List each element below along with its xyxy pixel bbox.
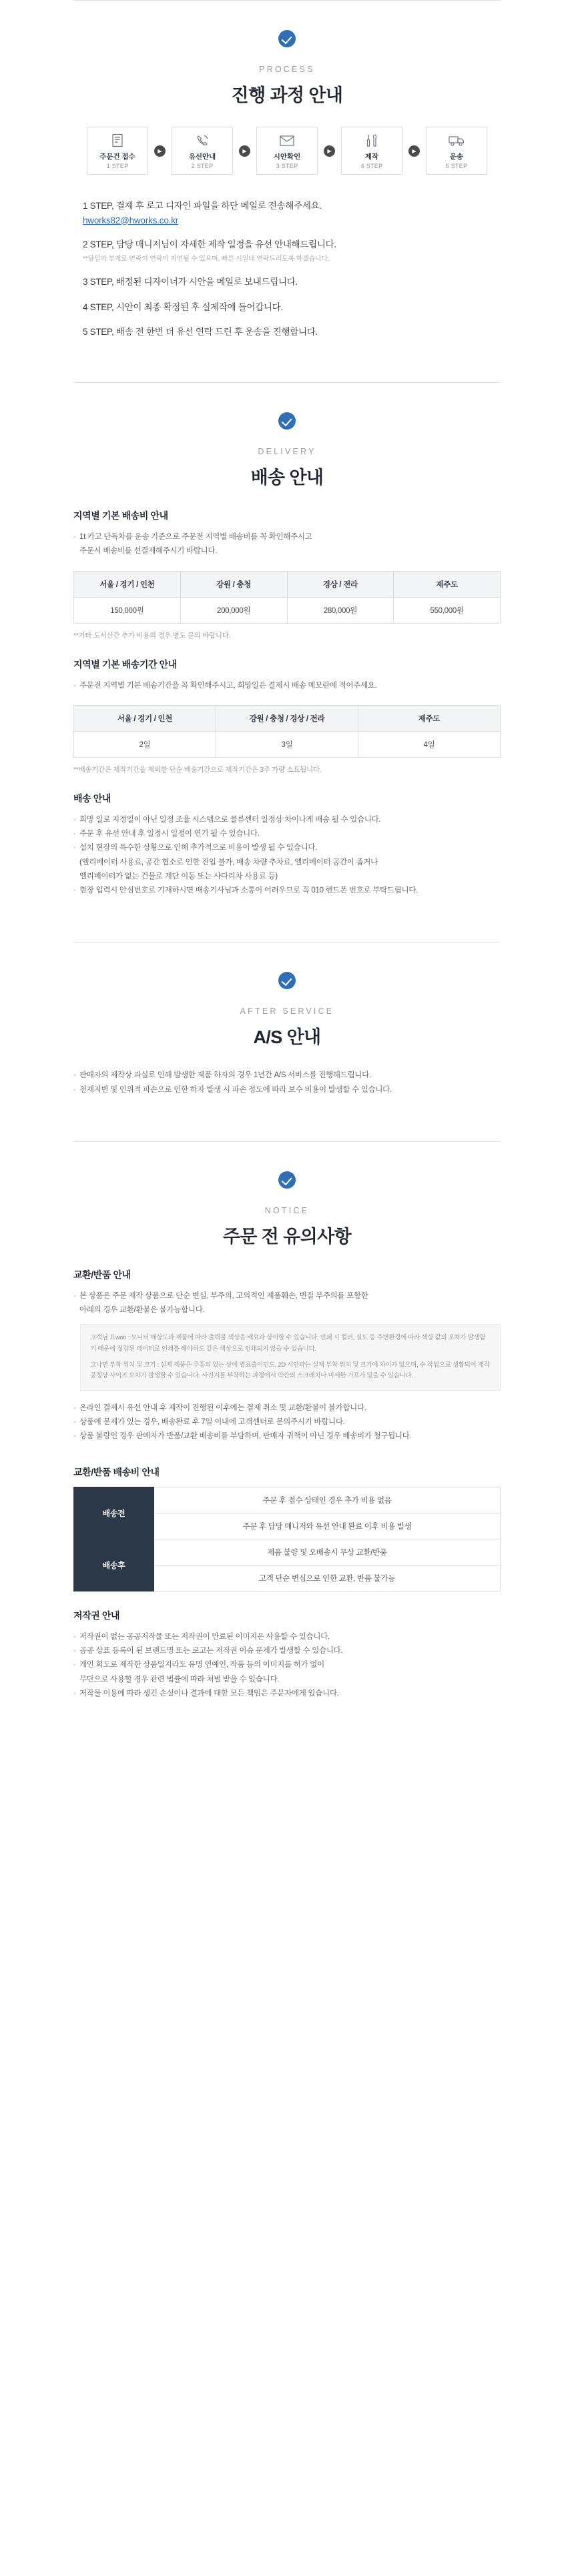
check-circle-icon	[278, 30, 296, 47]
table-row	[74, 1539, 501, 1565]
step-card-1	[87, 127, 148, 175]
period-value-3: 4일	[358, 731, 501, 757]
table-row	[74, 597, 501, 623]
step-arrow-3: ▶	[324, 145, 335, 157]
check-circle-icon-as	[278, 972, 296, 989]
period-header-2: 강원 / 충청 / 경상 / 전라	[216, 705, 358, 731]
fee-header-3: 경상 / 전라	[287, 571, 394, 597]
step-arrow-1: ▶	[154, 145, 166, 157]
step-num-5: 5 STEP	[445, 163, 468, 170]
period-value-1: 2일	[74, 731, 216, 757]
check-circle-icon-notice	[278, 1171, 296, 1189]
delivery-period-bullets	[73, 679, 501, 693]
process-item-1-text: 1 STEP, 결제 후 로고 디자인 파일을 하단 메일로 전송해주세요.	[83, 201, 322, 211]
exchange-cell-2-1: 제품 불량 및 오배송시 무상 교환/반품	[154, 1539, 501, 1565]
process-item-3-text: 3 STEP, 배정된 디자이너가 시안을 메일로 보내드립니다.	[83, 277, 298, 287]
copyright-bullet-1: · 저작권이 없는 공공저작물 또는 저작권이 만료된 이미지은 사용할 수 있습니다.	[73, 1630, 501, 1644]
fee-header-2: 강원 / 충청	[180, 571, 287, 597]
delivery-title: 배송 안내	[250, 467, 324, 488]
delivery-fee-note: **기타 도서산간 추가 비용의 경우 별도 문의 바랍니다.	[73, 631, 231, 640]
as-bullet-1: · 판매자의 제작상 과실로 인해 발생한 제품 하자의 경우 1년간 A/S 서비스를 진행해드립니다.	[73, 1069, 501, 1083]
notice-post-bullet-2: · 상품에 문제가 있는 경우, 배송완료 후 7일 이내에 고객센터로 문의주시기 바랍니다.	[73, 1415, 501, 1429]
as-title: A/S 안내	[253, 1027, 321, 1048]
delivery-eyebrow: DELIVERY	[258, 446, 316, 456]
delivery-guide-bullet-1: · 희망 일로 지정일이 아닌 일정 조율 시스템으로 물류센터 일정상 차이나게 배송 될 수 있습니다.	[73, 813, 501, 827]
table-row-header	[74, 571, 501, 597]
delivery-guide-bullets	[73, 813, 501, 898]
section-process	[0, 1, 574, 340]
delivery-fee-bullet-1: · 1t 카고 단독차를 운송 기준으로 주문전 지역별 배송비를 꼭 확인해주시고	[73, 530, 501, 544]
delivery-period-subtitle: 지역별 기본 배송기간 안내	[73, 658, 177, 670]
copyright-subtitle: 저작권 안내	[73, 1609, 120, 1621]
as-eyebrow: AFTER SERVICE	[240, 1007, 334, 1017]
fee-header-4: 제주도	[394, 571, 501, 597]
delivery-period-table	[73, 705, 501, 758]
copyright-bullet-4: 무단으로 사용할 경우 관련 법률에 따라 처벌 받을 수 있습니다.	[79, 1675, 280, 1684]
notice-exchange-subtitle: 교환/반품 안내	[73, 1269, 131, 1280]
step-label-3: 시안확인	[273, 152, 301, 161]
process-eyebrow: PROCESS	[259, 65, 315, 74]
delivery-period-bullet-1: · 주문전 지역별 기본 배송기간을 꼭 확인해주시고, 희망일은 결제시 배송 메모란에 적어주세요.	[73, 679, 501, 693]
fee-value-3: 280,000원	[287, 597, 394, 623]
section-delivery	[0, 383, 574, 898]
step-card-5	[426, 127, 487, 175]
delivery-guide-bullet-2: · 주문 후 유선 안내 후 일정시 일정이 연기 될 수 있습니다.	[73, 827, 501, 841]
process-item-4-text: 4 STEP, 시안이 최종 확정된 후 실제작에 들어갑니다.	[83, 301, 283, 312]
exchange-cell-1-1: 주문 후 접수 상태인 경우 추가 비용 없음	[154, 1487, 501, 1513]
section-notice	[0, 1142, 574, 1701]
mail-icon	[280, 133, 294, 148]
step-label-1: 주문건 접수	[99, 152, 135, 161]
phone-icon	[196, 133, 209, 148]
delivery-period-note: **배송기간은 제작기간을 제외한 단순 배송기간으로 제작기간은 3주 가량 소요됩니다.	[73, 765, 322, 774]
process-item-5-text: 5 STEP, 배송 전 한번 더 유선 연락 드린 후 운송을 진행합니다.	[83, 327, 318, 338]
copyright-bullet-5: · 저작물 이용에 따라 생긴 손실이나 결과에 대한 모든 책임은 주문자에게 있습니다.	[73, 1687, 501, 1701]
step-card-2	[172, 127, 233, 175]
notice-post-bullet-1: · 온라인 결제시 유선 안내 후 제작이 진행된 이후에는 결제 취소 및 교환/환불이 불가합니다.	[73, 1401, 501, 1415]
step-label-2: 유선안내	[188, 152, 216, 161]
step-num-4: 4 STEP	[360, 163, 383, 170]
step-num-1: 1 STEP	[106, 163, 129, 170]
delivery-guide-bullet-3: · 설치 현장의 특수한 상황으로 인해 추가적으로 비용이 발생 될 수 있습니다.	[73, 841, 501, 855]
process-item-2-text: 2 STEP, 담당 매니저님이 자세한 제작 일정을 유선 안내해드립니다.	[83, 239, 336, 249]
delivery-guide-indent-1: (엘리베이터 사용료, 공간 협소로 인한 진입 불가, 배송 차량 추차료, 엘리베이터 공간이 좁거나	[79, 858, 378, 866]
process-item-1	[83, 199, 491, 227]
step-num-3: 3 STEP	[276, 163, 298, 170]
fee-value-1: 150,000원	[74, 597, 181, 623]
delivery-fee-bullet-2: 주문시 배송비를 선결제해주시기 바랍니다.	[79, 547, 218, 556]
notice-gray-note-1: 고객님 요won : 모니터 해상도과 제품에 따라 출력물 색상을 배요과 상이할 수 있습니다. 인쇄 시 컬러, 실도 등 주변환경에 따라 색상 값의 오차가 발생함기 때문에 절감된 데이터로 인쇄를 해야하도 같은 색상으로 인쇄되지 않을 수 있습니다.	[90, 1334, 486, 1353]
step-label-4: 제작	[364, 152, 379, 161]
process-item-2	[83, 237, 491, 265]
notice-title: 주문 전 유의사항	[222, 1226, 352, 1247]
period-header-1: 서울 / 경기 / 인천	[74, 705, 216, 731]
copyright-bullet-2: · 공공 상표 등록이 된 브랜드명 또는 로고는 저작권 이슈 문제가 발생할 수 있습니다.	[73, 1644, 501, 1658]
delivery-fee-subtitle: 지역별 기본 배송비 안내	[73, 510, 168, 521]
process-item-3	[83, 275, 491, 289]
step-card-4	[341, 127, 402, 175]
step-arrow-4: ▶	[408, 145, 420, 157]
process-title: 진행 과정 안내	[231, 85, 343, 105]
notice-exchange-bullet-2: 아래의 경우 교환/환불은 불가능합니다.	[79, 1306, 205, 1315]
notice-exchange-post-bullets	[73, 1401, 501, 1444]
notice-exchange-bullets	[73, 1289, 501, 1318]
exchange-cell-2-2: 고객 단순 변심으로 인한 교환, 반품 불가능	[154, 1565, 501, 1591]
table-row	[74, 1487, 501, 1513]
process-step-descriptions	[73, 199, 501, 340]
document-icon	[111, 133, 123, 148]
as-bullets	[73, 1069, 501, 1097]
process-item-4	[83, 300, 491, 315]
exchange-row-head-1: 배송전	[74, 1487, 154, 1539]
process-steps	[73, 127, 501, 175]
fee-value-4: 550,000원	[394, 597, 501, 623]
delivery-guide-subtitle: 배송 안내	[73, 792, 111, 804]
notice-exchange-bullet-1: · 본 상품은 주문 제작 상품으로 단순 변심, 부주의, 고의적인 제품훼손, 변질 부주의를 포함한	[73, 1289, 501, 1303]
truck-icon	[449, 133, 465, 148]
copyright-bullet-3: · 개인 회도로 제작한 상품일지라도 유명 연예인, 작품 등의 이미지를 허가 없이	[73, 1658, 501, 1672]
table-row-header	[74, 705, 501, 731]
fee-header-1: 서울 / 경기 / 인천	[74, 571, 181, 597]
step-num-2: 2 STEP	[191, 163, 214, 170]
notice-gray-note-2: 고나면 부착 위치 및 크기 : 실제 제품은 주홍의 있는 상에 별표출이민도, 2D 시안과는 실제 부착 위치 및 크기에 차이가 있으며, 수 작업으로 생활되어 제작 공정상 사이즈 오차가 발생할 수 있습니다. 사진지를 부착하는 과정에서 약간의 스크래치나 미세한 기포가 있을 수 있습니다.	[90, 1361, 490, 1380]
check-circle-icon-delivery	[278, 412, 296, 430]
exchange-fee-table	[73, 1487, 501, 1591]
section-after-service	[0, 942, 574, 1097]
contact-email-link[interactable]: hworks82@hworks.co.kr	[83, 215, 179, 225]
notice-post-bullet-3: · 상품 불량인 경우 판매자가 반품/교환 배송비를 부담하며, 판매자 귀책이 아닌 경우 배송비가 청구됩니다.	[73, 1429, 501, 1443]
exchange-row-head-2: 배송후	[74, 1539, 154, 1591]
exchange-cell-1-2: 주문 후 담당 매니저와 유선 안내 완료 이후 비용 발생	[154, 1513, 501, 1539]
delivery-fee-table	[73, 571, 501, 624]
fee-value-2: 200,000원	[180, 597, 287, 623]
exchange-fee-subtitle: 교환/반품 배송비 안내	[73, 1466, 160, 1477]
copyright-bullets	[73, 1630, 501, 1701]
step-arrow-2: ▶	[239, 145, 250, 157]
step-label-5: 운송	[449, 152, 464, 161]
process-item-2-note: **당일자 부재로 연락이 연락이 지연될 수 있으며, 빠른 시일내 연락드리도록 하겠습니다.	[83, 255, 330, 263]
tools-icon	[365, 133, 378, 148]
process-item-5	[83, 325, 491, 340]
period-value-2: 3일	[216, 731, 358, 757]
delivery-guide-bullet-4: · 현장 입력시 안심번호로 기재하시면 배송기사님과 소통이 어려우므로 꼭 010 핸드폰 번호로 부탁드립니다.	[73, 884, 501, 898]
period-header-3: 제주도	[358, 705, 501, 731]
as-bullet-2: · 천재지변 및 인위적 파손으로 인한 하자 발생 시 파손 정도에 따라 보수 비용이 발생할 수 있습니다.	[73, 1083, 501, 1097]
delivery-fee-bullets	[73, 530, 501, 559]
step-card-3	[256, 127, 318, 175]
delivery-guide-indent-2: 엘리베이터가 없는 건물로 계단 이동 또는 사다리차 사용료 등)	[79, 872, 278, 880]
table-row	[74, 731, 501, 757]
notice-eyebrow: NOTICE	[264, 1205, 310, 1215]
notice-gray-box	[80, 1324, 501, 1391]
